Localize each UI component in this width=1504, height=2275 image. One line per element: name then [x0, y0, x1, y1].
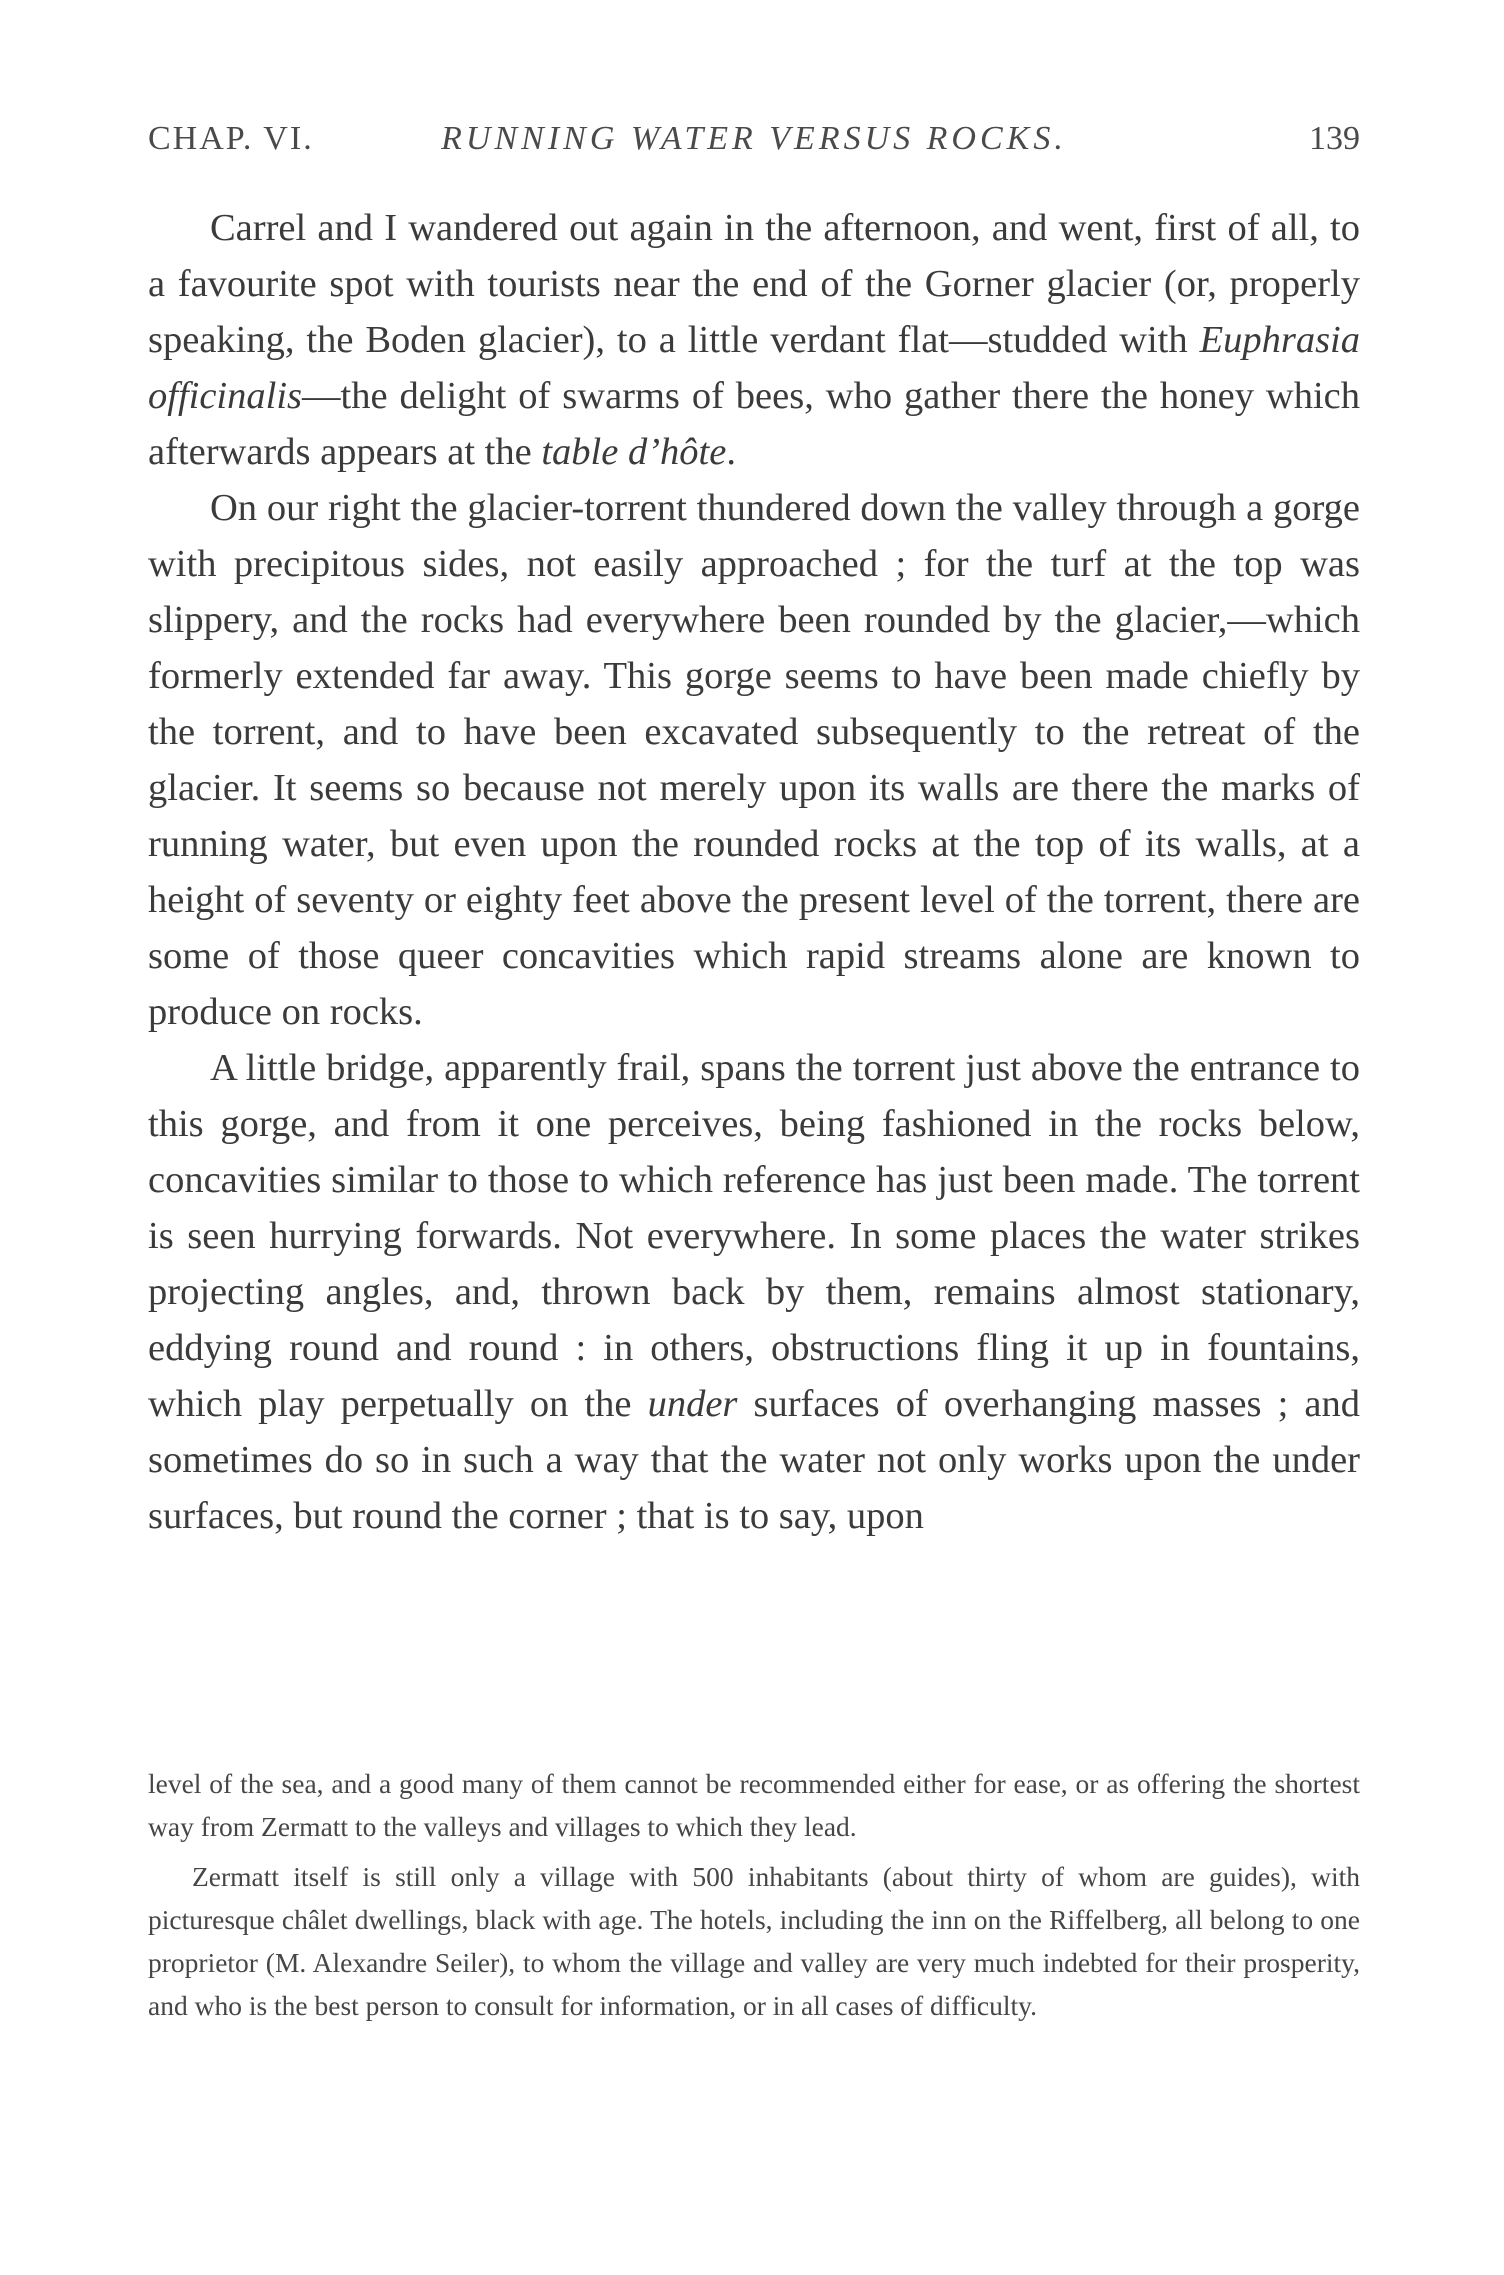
paragraph-1-text-a: Carrel and I wandered out again in the afternoon, and went, first of all, to a favourite spot with tourists near the end of the Gorner glacier (or, properly speaking, the Boden glacier), to a little verdant flat—studded with	[148, 207, 1360, 361]
paragraph-3-text-a: A little bridge, apparently frail, spans the torrent just above the entrance to this gorge, and from it one perceives, being fashioned in the rocks below, concavities similar to those to which reference has just been made. The torrent is seen hurrying forwards. Not everywhere. In some places the water strikes projecting angles, and, thrown back by them, remains almost stationary, eddying round and round : in others, obstructions fling it up in fountains, which play perpetually on the	[148, 1047, 1360, 1425]
footnote-zermatt: Zermatt itself is still only a village with 500 inhabitants (about thirty of whom are guides), with picturesque châlet dwellings, black with age. The hotels, including the inn on the Riffelberg, all belong to one proprietor (M. Alexandre Seiler), to whom the village and valley are very much indebted for their prosperity, and who is the best person to consult for information, or in all cases of difficulty.	[148, 1861, 1360, 2021]
paragraph-2: On our right the glacier-torrent thundered down the valley through a gorge with precipitous sides, not easily approached ; for the turf at the top was slippery, and the rocks had everywhere been rounded by the glacier,—which formerly extended far away. This gorge seems to have been made chiefly by the torrent, and to have been excavated subsequently to the retreat of the glacier. It seems so because not merely upon its walls are there the marks of running water, but even upon the rounded rocks at the top of its walls, at a height of seventy or eighty feet above the present level of the torrent, there are some of those queer concavities which rapid streams alone are known to produce on rocks.	[148, 487, 1360, 1033]
footnotes	[148, 1762, 1360, 2034]
paragraph-1-text-c: .	[726, 431, 736, 473]
running-title: RUNNING WATER VERSUS ROCKS.	[441, 120, 1067, 157]
running-header	[148, 120, 1360, 168]
main-text	[148, 200, 1360, 1544]
paragraph-3-text-b: surfaces of overhanging masses ; and sometimes do so in such a way that the water not only works upon the under surfaces, but round the corner ; that is to say, upon	[148, 1383, 1360, 1537]
chapter-label: CHAP. VI.	[148, 120, 314, 157]
paragraph-1-italic-euphrasia: Euphrasia officinalis	[148, 319, 1360, 417]
page-number: 139	[1309, 120, 1360, 157]
paragraph-1	[148, 200, 1360, 480]
paragraph-1-italic-table-dhote: table d’hôte	[541, 431, 727, 473]
footnote-continuation: level of the sea, and a good many of them cannot be recommended either for ease, or as offering the shortest way from Zermatt to the valleys and villages to which they lead.	[148, 1768, 1360, 1842]
paragraph-3	[148, 1040, 1360, 1544]
paragraph-1-text-b: —the delight of swarms of bees, who gather there the honey which afterwards appears at the	[148, 375, 1360, 473]
paragraph-3-italic-under: under	[647, 1383, 738, 1425]
